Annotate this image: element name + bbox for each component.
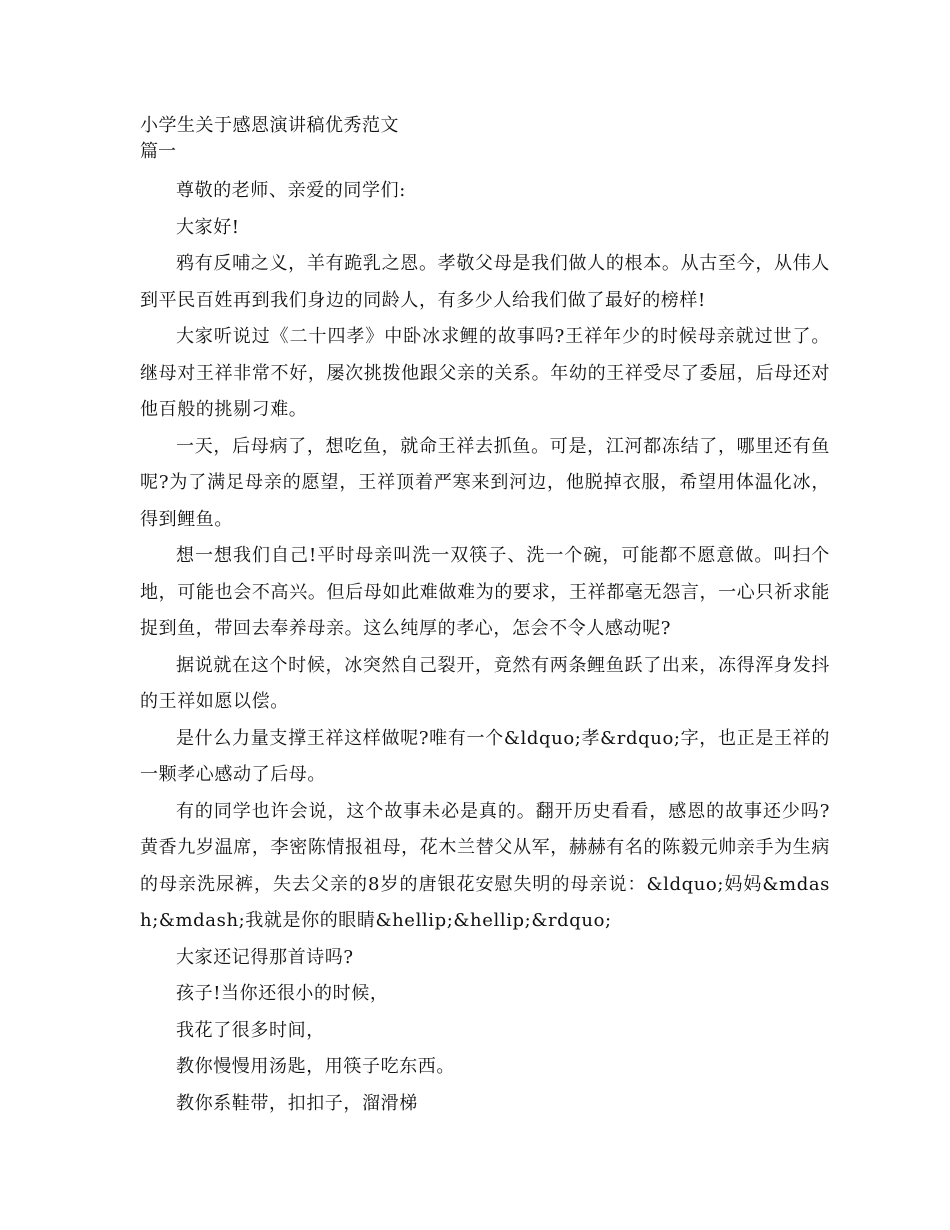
paragraph: 鸦有反哺之义，羊有跪乳之恩。孝敬父母是我们做人的根本。从古至今，从伟人到平民百姓再到我们身边的同龄人，有多少人给我们做了最好的榜样!: [140, 253, 830, 311]
document-title: 小学生关于感恩演讲稿优秀范文: [140, 115, 399, 136]
paragraph: 一天，后母病了，想吃鱼，就命王祥去抓鱼。可是，江河都冻结了，哪里还有鱼呢?为了满足母亲的愿望，王祥顶着严寒来到河边，他脱掉衣服，希望用体温化冰，得到鲤鱼。: [140, 435, 830, 530]
paragraph-hello: 大家好!: [176, 216, 240, 238]
section-heading: 篇一: [140, 141, 176, 162]
paragraph-greeting: 尊敬的老师、亲爱的同学们:: [176, 180, 406, 201]
poem-line: 我花了很多时间，: [176, 1019, 325, 1041]
poem-line: 教你慢慢用汤匙，用筷子吃东西。: [176, 1056, 455, 1077]
paragraph: 有的同学也许会说，这个故事未必是真的。翻开历史看看，感恩的故事还少吗?黄香九岁温席，李密陈情报祖母，花木兰替父从军，赫赫有名的陈毅元帅亲手为生病的母亲洗尿裤，失去父亲的8岁的唐银花安慰失明的母亲说：&ldquo;妈妈&mdash;&mdash;我就是你的眼睛&hellip;&hellip;&rdquo;: [140, 800, 830, 931]
poem-line: 孩子!当你还很小的时候，: [176, 983, 389, 1004]
document-page: [140, 113, 830, 1122]
paragraph: 据说就在这个时候，冰突然自己裂开，竟然有两条鲤鱼跃了出来，冻得浑身发抖的王祥如愿以偿。: [140, 654, 830, 712]
paragraph: 想一想我们自己!平时母亲叫洗一双筷子、洗一个碗，可能都不愿意做。叫扫个地，可能也会不高兴。但后母如此难做难为的要求，王祥都毫无怨言，一心只祈求能捉到鱼，带回去奉养母亲。这么纯厚的孝心，怎会不令人感动呢?: [140, 545, 830, 639]
poem-line: 教你系鞋带，扣扣子，溜滑梯: [176, 1092, 418, 1114]
paragraph: 大家还记得那首诗吗?: [176, 946, 354, 968]
paragraph: 是什么力量支撑王祥这样做呢?唯有一个&ldquo;孝&rdquo;字，也正是王祥的一颗孝心感动了后母。: [140, 727, 830, 785]
paragraph: 大家听说过《二十四孝》中卧冰求鲤的故事吗?王祥年少的时候母亲就过世了。继母对王祥非常不好，屡次挑拨他跟父亲的关系。年幼的王祥受尽了委屈，后母还对他百般的挑剔刁难。: [140, 326, 830, 420]
